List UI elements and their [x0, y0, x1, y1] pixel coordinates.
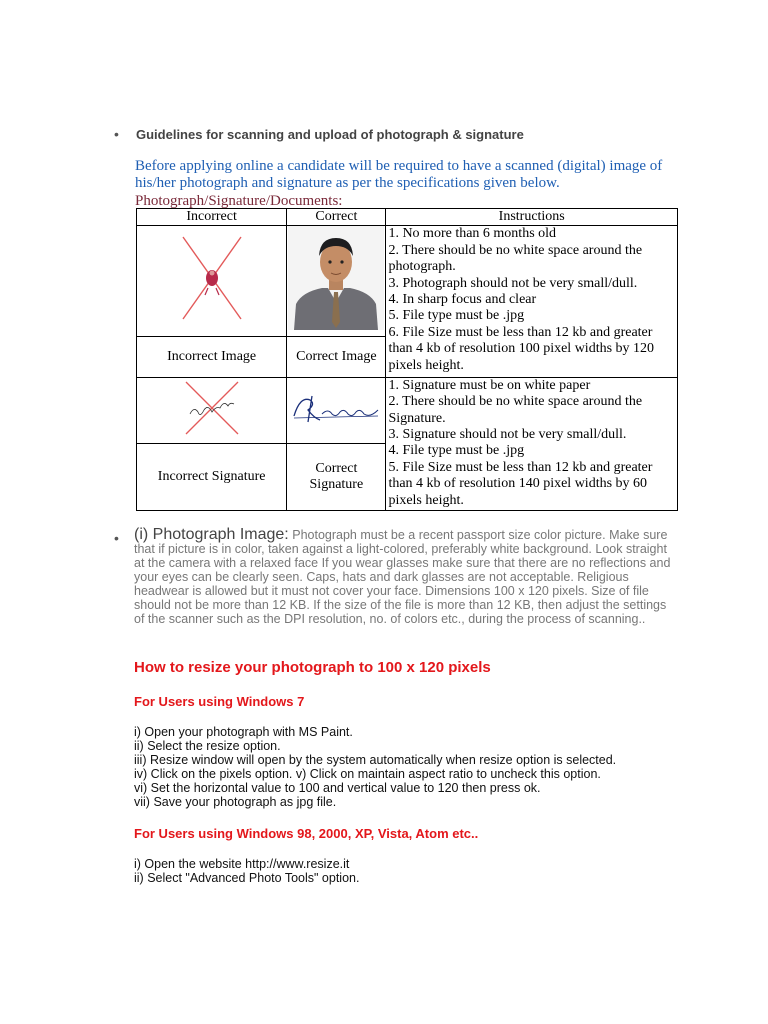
photograph-title: (i) Photograph Image: — [134, 526, 289, 543]
photo-instruction-3: 3. Photograph should not be very small/dull. — [388, 275, 638, 291]
correct-photo-cell — [287, 226, 386, 336]
signature-instruction-5: 5. File Size must be less than 12 kb and greater than 4 kb of resolution 140 pixel widths by 60 pixels height. — [388, 459, 653, 508]
incorrect-photo-image — [177, 233, 247, 323]
win7-step-2: ii) Select the resize option. — [134, 739, 281, 753]
win7-step-1: i) Open your photograph with MS Paint. — [134, 725, 353, 739]
correct-signature-image — [290, 388, 382, 428]
signature-image-row — [137, 377, 678, 443]
win7-step-5: vi) Set the horizontal value to 100 and vertical value to 120 then press ok. — [134, 781, 541, 795]
photograph-section — [134, 528, 680, 626]
incorrect-signature-image — [182, 378, 242, 438]
incorrect-signature-cell — [137, 377, 287, 443]
header-incorrect: Incorrect — [137, 209, 287, 226]
correct-photo-image — [288, 226, 384, 330]
guidelines-heading: Guidelines for scanning and upload of photograph & signature — [136, 127, 524, 142]
bullet: • — [114, 126, 119, 142]
intro-text: Before applying online a candidate will be required to have a scanned (digital) image of his/her photograph and signature as per the specifications given below. — [135, 158, 663, 191]
bullet: • — [114, 530, 119, 546]
win98-step-1: i) Open the website http://www.resize.it — [134, 857, 350, 871]
win7-step-4: iv) Click on the pixels option. v) Click on maintain aspect ratio to uncheck this option. — [134, 767, 601, 781]
signature-instruction-3: 3. Signature should not be very small/dull. — [388, 427, 627, 443]
photo-instruction-4: 4. In sharp focus and clear — [388, 292, 537, 308]
incorrect-image-label: Incorrect Image — [137, 336, 287, 377]
photo-instruction-6: 6. File Size must be less than 12 kb and greater than 4 kb of resolution 100 pixel widths by 120 pixels height. — [388, 324, 655, 373]
correct-image-label: Correct Image — [287, 336, 386, 377]
win98-step-2: ii) Select "Advanced Photo Tools" option. — [134, 871, 360, 885]
resize-heading: How to resize your photograph to 100 x 120 pixels — [134, 659, 491, 676]
table-header-row — [137, 209, 678, 226]
signature-instructions — [386, 377, 678, 510]
photograph-body: Photograph must be a recent passport size color picture. Make sure that if picture is in color, taken against a light-colored, preferably white background. Look straight at the camera with a relaxed face If you wear glasses make sure that there are no reflections and your eyes can be clearly seen. Caps, hats and dark glasses are not acceptable. Religious headwear is allowed but it must not cover your face. Dimensions 100 x 120 pixels. Size of file should not be more than 12 KB. If the size of the file is more than 12 KB, then adjust the settings of the scanner such as the DPI resolution, no. of colors etc., during the process of scanning.. — [134, 528, 671, 626]
win7-step-3: iii) Resize window will open by the system automatically when resize option is selected. — [134, 753, 617, 767]
windows98-steps — [134, 857, 359, 885]
photo-instruction-5: 5. File type must be .jpg — [388, 308, 525, 324]
windows7-steps — [134, 725, 616, 809]
windows7-heading: For Users using Windows 7 — [134, 694, 305, 709]
header-correct: Correct — [287, 209, 386, 226]
windows98-heading: For Users using Windows 98, 2000, XP, Vista, Atom etc.. — [134, 826, 479, 841]
photo-instruction-2: 2. There should be no white space around the photograph. — [388, 242, 643, 275]
documents-label: Photograph/Signature/Documents: — [135, 193, 343, 209]
signature-instruction-4: 4. File type must be .jpg — [388, 443, 525, 459]
signature-instruction-2: 2. There should be no white space around the Signature. — [388, 394, 643, 426]
photo-instruction-1: 1. No more than 6 months old — [388, 226, 557, 242]
signature-instruction-1: 1. Signature must be on white paper — [388, 377, 591, 393]
photo-instructions — [386, 226, 678, 377]
correct-signature-label: Correct Signature — [287, 444, 386, 511]
win7-step-6: vii) Save your photograph as jpg file. — [134, 795, 337, 809]
specification-table — [136, 208, 678, 511]
incorrect-photo-cell — [137, 226, 287, 336]
photo-image-row — [137, 226, 678, 336]
correct-signature-cell — [287, 377, 386, 443]
header-instructions: Instructions — [386, 209, 678, 226]
incorrect-signature-label: Incorrect Signature — [137, 444, 287, 511]
